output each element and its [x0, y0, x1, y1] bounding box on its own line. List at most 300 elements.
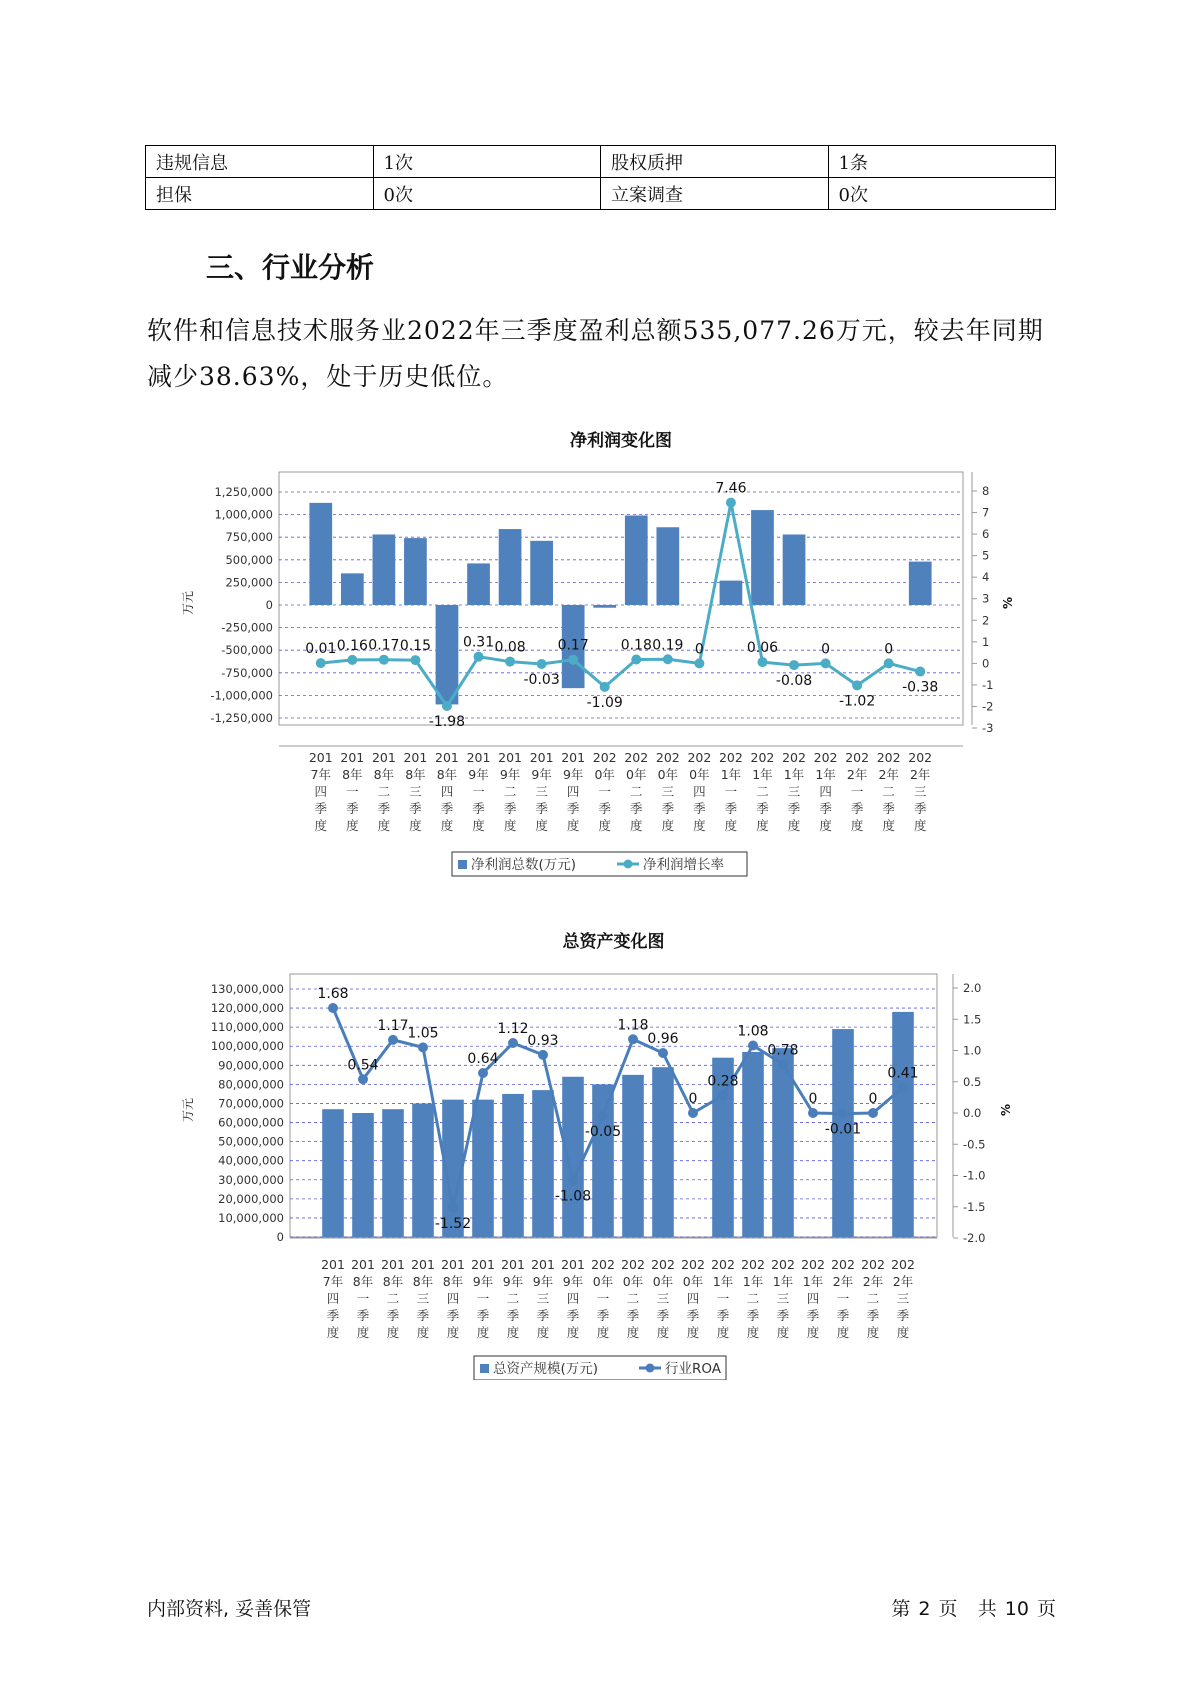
line-point — [868, 1108, 878, 1118]
data-label: 0 — [821, 641, 831, 658]
total-suffix: 页 — [1036, 1598, 1056, 1620]
table-cell: 0次 — [828, 178, 1056, 210]
x-tick-label: 202 — [624, 750, 649, 765]
x-tick-label: 季 — [896, 1308, 910, 1323]
x-tick-label: 0年 — [689, 767, 710, 782]
y-tick-label: 130,000,000 — [210, 982, 284, 996]
x-tick-label: 度 — [476, 1325, 490, 1340]
x-tick-label: 202 — [771, 1257, 795, 1272]
y2-tick-label: -3 — [982, 721, 994, 735]
x-tick-label: 季 — [716, 1308, 730, 1323]
footer-note: 内部资料, 妥善保管 — [147, 1598, 312, 1620]
x-tick-label: 1年 — [720, 767, 742, 782]
x-tick-label: 二 — [630, 784, 643, 799]
line-point — [748, 1041, 758, 1051]
x-tick-label: 201 — [531, 1257, 555, 1272]
data-label: 1.17 — [377, 1017, 409, 1034]
x-tick-label: 三 — [536, 1291, 550, 1306]
line-point — [726, 498, 736, 508]
x-tick-label: 202 — [621, 1257, 645, 1272]
x-tick-label: 度 — [409, 818, 422, 833]
y-tick-label: -1,250,000 — [210, 711, 273, 725]
legend-bar-label: 总资产规模(万元) — [493, 1361, 599, 1377]
x-tick-label: 四 — [566, 784, 580, 799]
y-tick-label: -1,000,000 — [210, 688, 273, 703]
data-label: 0 — [808, 1091, 818, 1107]
x-tick-label: 季 — [476, 1308, 490, 1323]
x-tick-label: 0年 — [657, 767, 679, 782]
x-tick-label: 三 — [661, 784, 675, 799]
x-tick-label: 三 — [787, 784, 801, 799]
x-tick-label: 9年 — [472, 1274, 494, 1289]
y2-tick-label: 1.5 — [963, 1012, 982, 1027]
x-tick-label: 度 — [416, 1325, 430, 1340]
x-tick-label: 四 — [686, 1291, 700, 1306]
x-tick-label: 201 — [411, 1257, 435, 1272]
y2-axis-title: % — [999, 1103, 1013, 1117]
x-tick-label: 三 — [409, 784, 422, 799]
total-assets-chart — [0, 920, 1191, 1380]
x-tick-label: 201 — [435, 750, 459, 765]
x-tick-label: 201 — [351, 1257, 375, 1272]
x-tick-label: 2年 — [846, 767, 868, 782]
x-tick-label: 度 — [535, 818, 548, 833]
x-tick-label: 三 — [535, 784, 548, 799]
x-tick-label: 度 — [598, 818, 611, 833]
x-tick-label: 四 — [326, 1291, 340, 1306]
x-tick-label: 季 — [806, 1308, 820, 1323]
x-tick-label: 202 — [687, 750, 712, 765]
y2-tick-label: 5 — [982, 548, 990, 563]
x-tick-label: 8年 — [405, 767, 426, 782]
x-tick-label: 四 — [693, 784, 706, 799]
x-tick-label: 二 — [626, 1291, 640, 1306]
line-point — [600, 682, 610, 692]
x-tick-label: 9年 — [562, 767, 584, 782]
x-tick-label: 一 — [472, 784, 485, 799]
x-tick-label: 季 — [661, 801, 675, 816]
y-tick-label: 500,000 — [225, 552, 273, 567]
y-tick-label: 100,000,000 — [210, 1039, 284, 1054]
x-tick-label: 四 — [314, 784, 328, 799]
x-tick-label: 8年 — [352, 1274, 374, 1289]
x-tick-label: 度 — [882, 818, 895, 833]
x-tick-label: 201 — [561, 750, 586, 765]
table-cell: 1次 — [373, 146, 601, 178]
bar — [751, 510, 774, 605]
line-point — [568, 1176, 578, 1186]
line-point — [658, 1048, 668, 1058]
x-tick-label: 202 — [908, 750, 933, 765]
chart-title: 净利润变化图 — [570, 431, 672, 451]
x-tick-label: 9年 — [468, 767, 489, 782]
bar — [532, 1090, 554, 1237]
x-tick-label: 201 — [466, 750, 491, 765]
x-tick-label: 季 — [913, 801, 927, 816]
x-tick-label: 度 — [472, 818, 485, 833]
data-label: 0.31 — [462, 634, 495, 651]
x-tick-label: 1年 — [742, 1274, 764, 1289]
line-point — [505, 657, 515, 667]
x-tick-label: 202 — [718, 750, 743, 765]
y-tick-label: 0 — [265, 598, 273, 612]
x-tick-label: 度 — [693, 818, 706, 833]
x-tick-label: 二 — [506, 1291, 520, 1306]
x-tick-label: 度 — [656, 1325, 670, 1340]
x-tick-label: 一 — [716, 1291, 730, 1306]
x-tick-label: 1年 — [802, 1274, 824, 1289]
bar — [622, 1075, 644, 1237]
bar — [373, 534, 396, 605]
x-tick-label: 季 — [819, 801, 832, 816]
table-cell: 担保 — [146, 178, 374, 210]
x-tick-label: 度 — [440, 818, 454, 833]
data-label: 7.46 — [715, 480, 747, 497]
x-tick-label: 季 — [416, 1308, 430, 1323]
data-label: -0.38 — [902, 679, 939, 696]
x-tick-label: 季 — [866, 1308, 880, 1323]
x-tick-label: 1年 — [815, 767, 836, 782]
x-tick-label: 8年 — [373, 767, 395, 782]
x-tick-label: 度 — [819, 818, 832, 833]
line-point — [410, 655, 420, 665]
total-prefix: 共 — [977, 1598, 997, 1620]
line-point — [898, 1082, 908, 1092]
y-tick-label: 70,000,000 — [218, 1096, 284, 1111]
x-tick-label: 二 — [377, 784, 391, 799]
x-tick-label: 度 — [314, 818, 328, 833]
x-tick-label: 三 — [896, 1291, 910, 1306]
data-label: 1.05 — [407, 1025, 439, 1042]
x-tick-label: 季 — [566, 801, 580, 816]
x-tick-label: 2年 — [832, 1274, 854, 1289]
y2-tick-label: 2 — [982, 613, 990, 628]
info-table — [145, 145, 1056, 210]
y2-tick-label: -2 — [982, 699, 994, 714]
bar — [352, 1113, 374, 1237]
y2-tick-label: 2.0 — [963, 981, 982, 995]
y-tick-label: 250,000 — [225, 575, 273, 590]
table-cell: 违规信息 — [146, 146, 374, 178]
y2-tick-label: 8 — [982, 484, 990, 498]
x-tick-label: 季 — [326, 1308, 340, 1323]
x-tick-label: 202 — [782, 750, 806, 765]
x-tick-label: 0年 — [682, 1274, 704, 1289]
x-tick-label: 季 — [836, 1308, 850, 1323]
x-tick-label: 季 — [787, 801, 801, 816]
x-tick-label: 度 — [756, 818, 769, 833]
data-label: 0 — [688, 1091, 698, 1107]
data-label: 0.93 — [527, 1032, 559, 1049]
line-point — [838, 1109, 848, 1119]
bar — [625, 516, 648, 605]
bar — [322, 1109, 344, 1237]
x-tick-label: 度 — [503, 818, 517, 833]
table-row — [146, 146, 1056, 178]
bar — [562, 1077, 584, 1237]
y-tick-label: 750,000 — [225, 530, 273, 545]
y-axis-title: 万元 — [181, 590, 195, 616]
x-tick-label: 季 — [346, 801, 359, 816]
y2-tick-label: 6 — [982, 527, 990, 542]
x-tick-label: 二 — [503, 784, 517, 799]
x-tick-label: 三 — [776, 1291, 790, 1306]
y2-tick-label: -1.0 — [963, 1168, 986, 1183]
x-tick-label: 一 — [598, 784, 611, 799]
data-label: -0.08 — [775, 673, 813, 690]
x-tick-label: 季 — [686, 1308, 700, 1323]
x-tick-label: 202 — [831, 1257, 855, 1272]
x-tick-label: 四 — [566, 1291, 580, 1306]
x-tick-label: 度 — [776, 1325, 790, 1340]
x-tick-label: 202 — [711, 1257, 735, 1272]
y-tick-label: 1,250,000 — [214, 485, 273, 499]
x-tick-label: 度 — [566, 818, 580, 833]
y-tick-label: 1,000,000 — [214, 507, 273, 522]
y2-tick-label: -1 — [982, 677, 994, 692]
y-tick-label: 0 — [276, 1230, 284, 1244]
page-number — [889, 1594, 1056, 1621]
x-tick-label: 0年 — [594, 767, 615, 782]
x-tick-label: 度 — [896, 1325, 910, 1340]
x-tick-label: 季 — [503, 801, 517, 816]
x-tick-label: 202 — [801, 1257, 825, 1272]
x-tick-label: 四 — [440, 784, 454, 799]
y2-tick-label: -2.0 — [963, 1231, 986, 1245]
bar — [382, 1109, 404, 1237]
x-tick-label: 季 — [776, 1308, 790, 1323]
x-tick-label: 季 — [377, 801, 391, 816]
total-num: 10 — [1004, 1598, 1029, 1620]
line-point — [316, 658, 326, 668]
line-point — [884, 658, 894, 668]
x-tick-label: 2年 — [892, 1274, 914, 1289]
line-point — [718, 1091, 728, 1101]
line-point — [789, 660, 799, 670]
x-tick-label: 202 — [592, 750, 617, 765]
line-point — [694, 658, 704, 668]
bar — [436, 605, 459, 704]
y2-tick-label: 7 — [982, 505, 990, 520]
data-label: 0.96 — [647, 1031, 679, 1047]
line-point — [388, 1035, 398, 1045]
x-tick-label: 三 — [913, 784, 927, 799]
x-tick-label: 9年 — [532, 1274, 554, 1289]
y-tick-label: 60,000,000 — [218, 1115, 284, 1130]
x-tick-label: 1年 — [712, 1274, 734, 1289]
line-point — [852, 680, 862, 690]
x-tick-label: 度 — [626, 1325, 640, 1340]
x-tick-label: 三 — [416, 1291, 430, 1306]
bar — [472, 1100, 494, 1237]
chart-title: 总资产变化图 — [562, 932, 665, 952]
x-tick-label: 2年 — [878, 767, 899, 782]
x-tick-label: 度 — [746, 1325, 760, 1340]
x-tick-label: 度 — [913, 818, 927, 833]
x-tick-label: 季 — [693, 801, 706, 816]
x-tick-label: 季 — [536, 1308, 550, 1323]
x-tick-label: 季 — [386, 1308, 400, 1323]
y-axis-title: 万元 — [181, 1097, 195, 1123]
x-tick-label: 202 — [876, 750, 901, 765]
y2-tick-label: -0.5 — [963, 1137, 986, 1152]
y2-tick-label: -1.5 — [963, 1199, 986, 1214]
y2-tick-label: 3 — [982, 591, 990, 606]
section-title: 三、行业分析 — [206, 251, 375, 284]
x-tick-label: 二 — [746, 1291, 760, 1306]
bar — [467, 563, 490, 605]
x-tick-label: 季 — [596, 1308, 610, 1323]
bar — [720, 581, 743, 605]
data-label: -0.03 — [523, 672, 560, 689]
line-point — [418, 1042, 428, 1052]
line-point — [474, 652, 484, 662]
x-tick-label: 四 — [806, 1291, 820, 1306]
x-tick-label: 度 — [661, 818, 675, 833]
x-tick-label: 度 — [346, 818, 359, 833]
line-point — [379, 655, 389, 665]
table-cell: 立案调查 — [601, 178, 829, 210]
bar — [502, 1094, 524, 1237]
x-tick-label: 202 — [813, 750, 838, 765]
bar — [652, 1067, 674, 1237]
bar — [656, 527, 679, 605]
x-tick-label: 201 — [308, 750, 333, 765]
line-point — [328, 1003, 338, 1013]
line-point — [631, 654, 641, 664]
table-cell: 0次 — [373, 178, 601, 210]
x-tick-label: 季 — [472, 801, 485, 816]
x-tick-label: 度 — [356, 1325, 370, 1340]
x-tick-label: 1年 — [772, 1274, 794, 1289]
bar — [892, 1012, 914, 1237]
x-tick-label: 四 — [446, 1291, 460, 1306]
line-point — [663, 654, 673, 664]
data-label: 0.17 — [368, 637, 400, 654]
line-point — [442, 701, 452, 711]
x-tick-label: 202 — [861, 1257, 885, 1272]
x-tick-label: 201 — [529, 750, 554, 765]
x-tick-label: 2年 — [862, 1274, 884, 1289]
x-tick-label: 度 — [686, 1325, 700, 1340]
data-label: 0.16 — [336, 637, 368, 654]
x-tick-label: 度 — [716, 1325, 730, 1340]
legend-bar-label: 净利润总数(万元) — [471, 857, 577, 873]
x-tick-label: 度 — [596, 1325, 610, 1340]
data-label: 0.06 — [746, 640, 779, 657]
x-tick-label: 202 — [651, 1257, 675, 1272]
x-tick-label: 季 — [356, 1308, 370, 1323]
line-point — [628, 1034, 638, 1044]
data-label: 1.12 — [497, 1021, 529, 1037]
data-label: 0 — [694, 641, 704, 658]
x-tick-label: 一 — [596, 1291, 610, 1306]
x-tick-label: 201 — [371, 750, 396, 765]
x-tick-label: 季 — [630, 801, 643, 816]
x-tick-label: 季 — [656, 1308, 670, 1323]
x-tick-label: 度 — [850, 818, 864, 833]
x-tick-label: 8年 — [442, 1274, 464, 1289]
x-tick-label: 度 — [506, 1325, 520, 1340]
x-tick-label: 1年 — [752, 767, 773, 782]
y-tick-label: -500,000 — [221, 643, 273, 658]
y-tick-label: 110,000,000 — [210, 1020, 284, 1035]
x-tick-label: 季 — [506, 1308, 520, 1323]
x-tick-label: 9年 — [531, 767, 552, 782]
page-mid: 页 — [938, 1598, 958, 1620]
x-tick-label: 一 — [356, 1291, 370, 1306]
x-tick-label: 度 — [787, 818, 801, 833]
table-cell: 股权质押 — [601, 146, 829, 178]
x-tick-label: 0年 — [622, 1274, 644, 1289]
x-tick-label: 季 — [446, 1308, 460, 1323]
x-tick-label: 8年 — [412, 1274, 434, 1289]
line-point — [538, 1050, 548, 1060]
x-tick-label: 202 — [845, 750, 870, 765]
data-label: 0.18 — [620, 637, 652, 654]
net-profit-chart — [0, 420, 1191, 880]
y2-tick-label: 0.0 — [963, 1106, 982, 1120]
line-point — [778, 1059, 788, 1069]
data-label: 1.08 — [737, 1023, 769, 1040]
bar — [309, 503, 332, 605]
y-tick-label: 30,000,000 — [218, 1172, 284, 1187]
line-point — [598, 1111, 608, 1121]
section-paragraph: 软件和信息技术服务业2022年三季度盈利总额535,077.26万元，较去年同期减少38.63%，处于历史低位。 — [147, 316, 1044, 391]
x-tick-label: 度 — [630, 818, 643, 833]
data-label: 0.08 — [494, 639, 526, 656]
data-label: 1.68 — [317, 986, 349, 1002]
x-tick-label: 201 — [321, 1257, 345, 1272]
x-tick-label: 季 — [535, 801, 548, 816]
x-tick-label: 8年 — [342, 767, 363, 782]
line-point — [508, 1038, 518, 1048]
y-tick-label: -250,000 — [221, 620, 273, 635]
x-tick-label: 一 — [850, 784, 864, 799]
legend-bar-swatch — [458, 860, 467, 869]
y-tick-label: 10,000,000 — [218, 1210, 284, 1225]
x-tick-label: 0年 — [592, 1274, 614, 1289]
y2-tick-label: 1.0 — [963, 1043, 982, 1058]
x-tick-label: 0年 — [626, 767, 647, 782]
x-tick-label: 201 — [471, 1257, 495, 1272]
y2-tick-label: 0 — [982, 656, 990, 671]
x-tick-label: 0年 — [652, 1274, 674, 1289]
x-tick-label: 季 — [724, 801, 738, 816]
x-tick-label: 季 — [626, 1308, 640, 1323]
line-point — [568, 655, 578, 665]
x-tick-label: 201 — [561, 1257, 585, 1272]
y-tick-label: 20,000,000 — [218, 1191, 284, 1206]
legend-line-marker — [624, 860, 633, 869]
legend-line-label: 行业ROA — [665, 1361, 722, 1377]
y2-axis-title: % — [1001, 596, 1015, 610]
bar — [593, 605, 616, 608]
x-tick-label: 季 — [882, 801, 895, 816]
data-label: -1.08 — [554, 1188, 592, 1205]
bar — [783, 534, 806, 605]
x-tick-label: 201 — [501, 1257, 525, 1272]
x-tick-label: 一 — [346, 784, 359, 799]
x-tick-label: 季 — [314, 801, 328, 816]
x-tick-label: 三 — [656, 1291, 670, 1306]
x-tick-label: 201 — [441, 1257, 465, 1272]
x-tick-label: 四 — [819, 784, 832, 799]
line-point — [757, 657, 767, 667]
data-label: -1.02 — [839, 693, 876, 710]
x-tick-label: 8年 — [382, 1274, 404, 1289]
data-label: -1.09 — [586, 694, 623, 711]
